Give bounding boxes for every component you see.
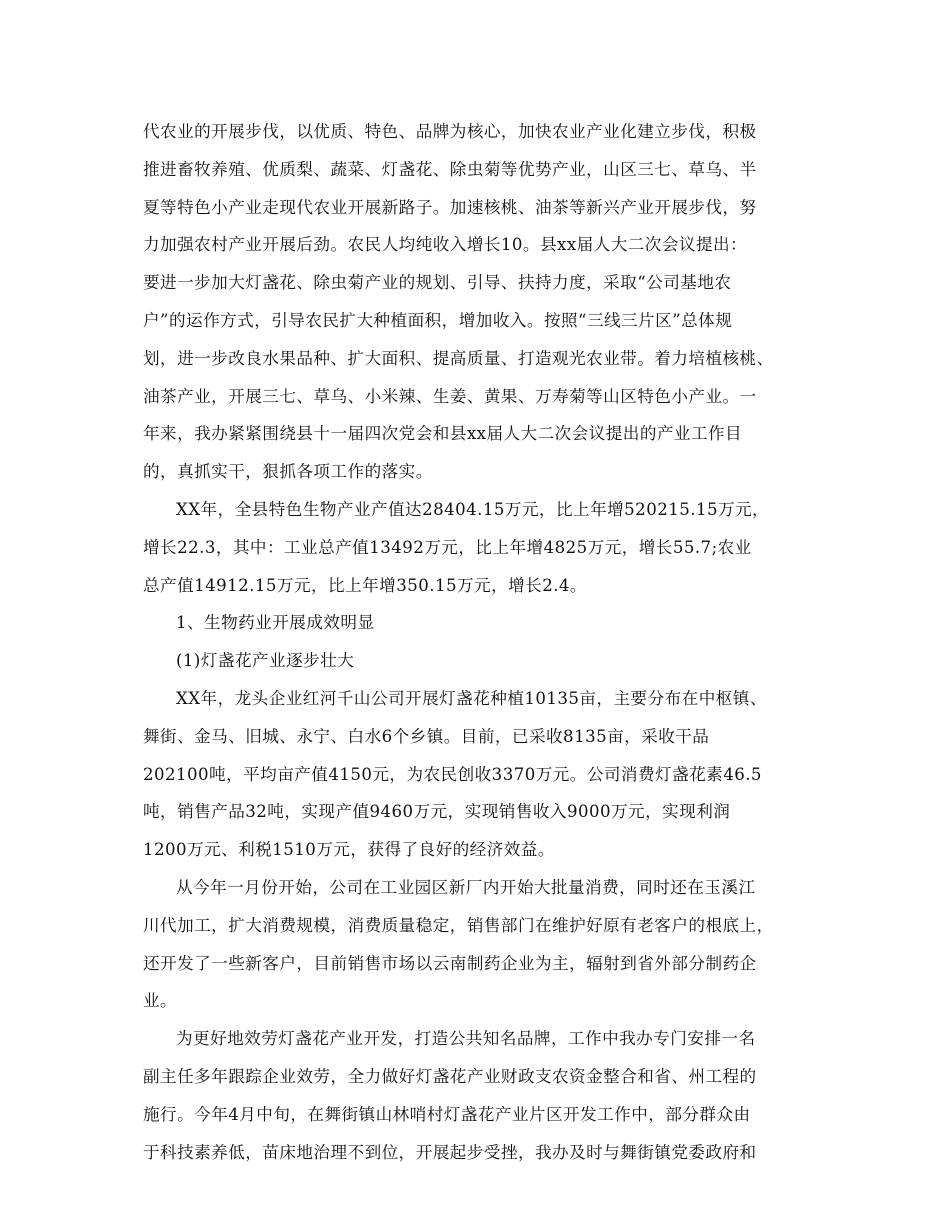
text-line: 年来，我办紧紧围绕县十一届四次党会和县xx届人大二次会议提出的产业工作目 <box>143 424 743 444</box>
text-line: 副主任多年跟踪企业效劳，全力做好灯盏花产业财政支农资金整合和省、州工程的 <box>143 1066 757 1086</box>
text-line: 还开发了一些新客户，目前销售市场以云南制药企业为主，辐射到省外部分制药企 <box>143 953 757 973</box>
text-line: 的，真抓实干，狠抓各项工作的落实。 <box>143 462 433 482</box>
text-line: 夏等特色小产业走现代农业开展新路子。加速核桃、油茶等新兴产业开展步伐，努 <box>143 197 757 217</box>
text-line: 于科技素养低，苗床地治理不到位，开展起步受挫，我办及时与舞街镇党委政府和 <box>143 1142 757 1162</box>
text-line: 吨，销售产品32吨，实现产值9460万元，实现销售收入9000万元，实现利润 <box>143 802 731 822</box>
document-body <box>143 113 815 1171</box>
text-line: 推进畜牧养殖、优质梨、蔬菜、灯盏花、除虫菊等优势产业，山区三七、草乌、半 <box>143 159 757 179</box>
text-line: 业。 <box>143 991 178 1011</box>
text-line: 户”的运作方式，引导农民扩大种植面积，增加收入。按照“三线三片区”总体规 <box>143 310 733 330</box>
text-line: 划，进一步改良水果品种、扩大面积、提高质量、打造观光农业带。着力培植核桃、 <box>143 348 774 368</box>
text-line: 为更好地效劳灯盏花产业开发，打造公共知名品牌，工作中我办专门安排一名 <box>176 1029 756 1049</box>
text-line: 川代加工，扩大消费规模，消费质量稳定，销售部门在维护好原有老客户的根底上， <box>143 915 774 935</box>
text-line: (1)灯盏花产业逐步壮大 <box>176 651 355 671</box>
text-line: 代农业的开展步伐，以优质、特色、品牌为核心，加快农业产业化建立步伐，积极 <box>143 122 757 141</box>
text-line: 从今年一月份开始，公司在工业园区新厂内开始大批量消费，同时还在玉溪江 <box>176 877 756 897</box>
text-line: 舞街、金马、旧城、永宁、白水6个乡镇。目前，已采收8135亩，采收干品 <box>143 726 710 746</box>
text-line: XX年，龙头企业红河千山公司开展灯盏花种植10135亩，主要分布在中枢镇、 <box>176 688 767 708</box>
text-line: 总产值14912.15万元，比上年增350.15万元，增长2.4。 <box>143 575 587 595</box>
text-line: 要进一步加大灯盏花、除虫菊产业的规划、引导、扶持力度，采取“公司基地农 <box>143 273 732 293</box>
text-line: 增长22.3，其中：工业总产值13492万元，比上年增4825万元，增长55.7;农业 <box>143 537 752 557</box>
text-line: XX年，全县特色生物产业产值达28404.15万元，比上年增520215.15万元， <box>176 499 770 519</box>
text-line: 1、生物药业开展成效明显 <box>176 613 375 633</box>
text-line: 1200万元、利税1510万元，获得了良好的经济效益。 <box>143 840 555 860</box>
text-line: 力加强农村产业开展后劲。农民人均纯收入增长10。县xx届人大二次会议提出： <box>143 235 748 255</box>
text-line: 202100吨，平均亩产值4150元，为农民创收3370万元。公司消费灯盏花素46.5 <box>143 764 762 784</box>
text-line: 施行。今年4月中旬，在舞街镇山林哨村灯盏花产业片区开发工作中，部分群众由 <box>143 1104 751 1124</box>
text-line: 油茶产业，开展三七、草乌、小米辣、生姜、黄果、万寿菊等山区特色小产业。一 <box>143 386 757 406</box>
